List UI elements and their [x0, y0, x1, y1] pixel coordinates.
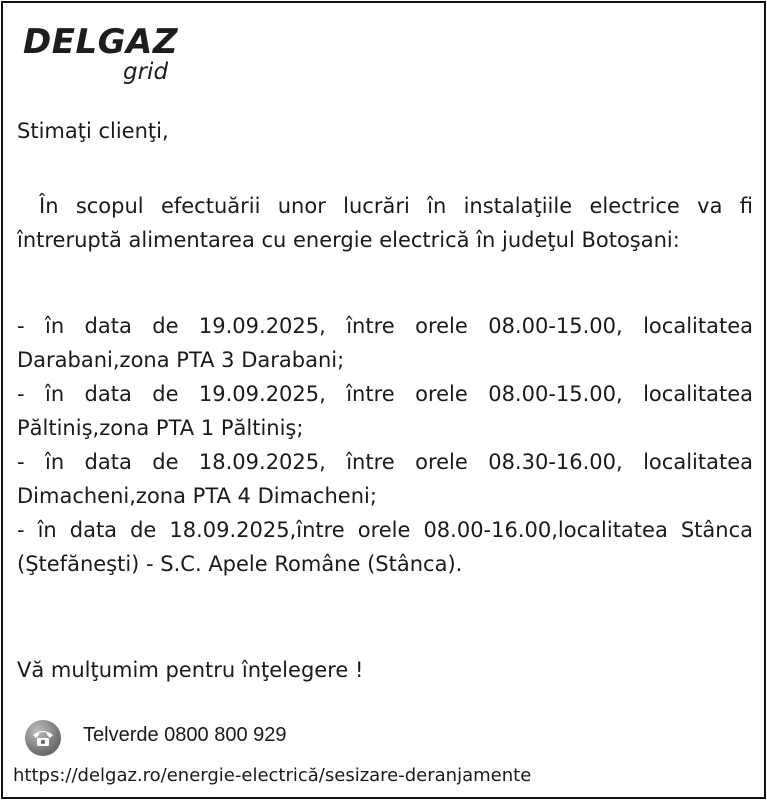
thanks-line: Vă mulţumim pentru înţelegere !: [17, 658, 364, 682]
logo-brand: DELGAZ: [23, 22, 178, 62]
notice-frame: [1, 1, 766, 799]
outage-item: - în data de 19.09.2025, între orele 08.00-15.00, localitatea Darabani,zona PTA 3 Darabani;: [17, 314, 753, 372]
outage-item: - în data de 18.09.2025, între orele 08.30-16.00, localitatea Dimacheni,zona PTA 4 Dimacheni;: [17, 450, 753, 508]
logo-sub: grid: [123, 59, 169, 85]
outage-item: - în data de 19.09.2025, între orele 08.00-15.00, localitatea Păltiniş,zona PTA 1 Păltiniş;: [17, 382, 753, 440]
contact-row: [25, 720, 425, 756]
telephone-icon: [25, 720, 61, 756]
report-url[interactable]: https://delgaz.ro/energie-electrică/sesizare-deranjamente: [13, 765, 532, 786]
greeting: Stimaţi clienţi,: [17, 119, 169, 143]
delgaz-grid-logo: [23, 22, 193, 89]
outage-item: - în data de 18.09.2025,între orele 08.00-16.00,localitatea Stânca (Ştefăneşti) - S.C. Apele Române (Stânca).: [17, 518, 753, 576]
intro-paragraph: În scopul efectuării unor lucrări în instalaţiile electrice va fi întreruptă alimentarea cu energie electrică în judeţul Botoşani:: [17, 194, 753, 252]
outage-list: [17, 309, 753, 581]
hotline-number: Telverde 0800 800 929: [83, 724, 287, 746]
